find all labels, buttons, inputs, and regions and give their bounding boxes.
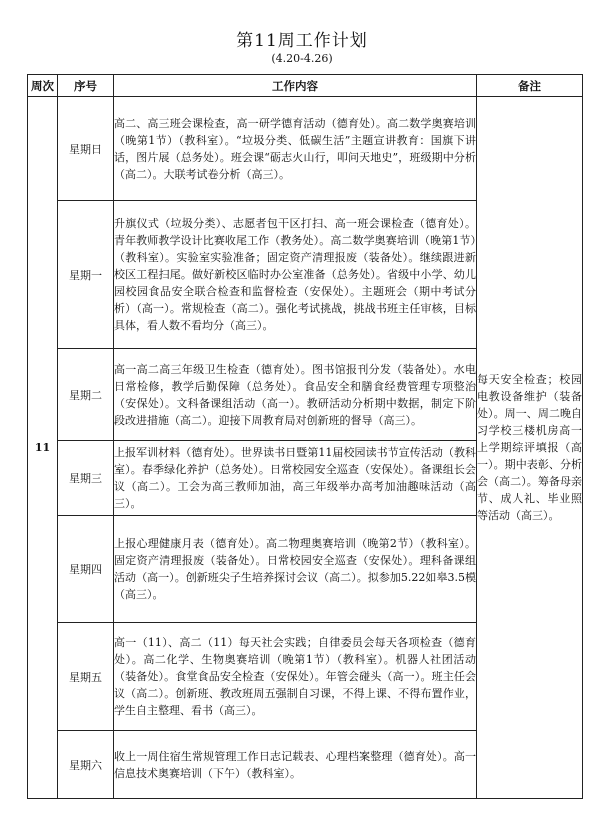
work-plan-table [27, 74, 583, 799]
day-content: 上报军训材料（德育处）。世界读书日暨第11届校园读书节宣传活动（教科室）。春季绿化养护（总务处）。日常校园安全巡查（安保处）。备课组长会议（高二）。工会为高三教师加油，高三年级举办高考加油趣味活动（高三）。 [114, 441, 477, 516]
header-week: 周次 [28, 75, 58, 97]
table-header-row [28, 75, 583, 97]
page-title: 第11周工作计划 [236, 31, 368, 51]
day-label: 星期二 [58, 349, 114, 441]
header-note: 备注 [477, 75, 583, 97]
date-range: (4.20-4.26) [271, 52, 333, 65]
day-label: 星期三 [58, 441, 114, 516]
day-content: 高二、高三班会课检查，高一研学德育活动（德育处）。高二数学奥赛培训（晚第1节）（教科室）。“垃圾分类、低碳生活”主题宣讲教育：国旗下讲话，图片展（总务处）。班会课“砺志火山行，叩问天地史”，班级期中分析（高二）。大联考试卷分析（高三）。 [114, 97, 477, 201]
header-content: 工作内容 [114, 75, 477, 97]
day-label: 星期日 [58, 97, 114, 201]
day-label: 星期四 [58, 516, 114, 623]
day-label: 星期六 [58, 731, 114, 799]
day-content: 收上一周住宿生常规管理工作日志记载表、心理档案整理（德育处）。高一信息技术奥赛培训（下午）（教科室）。 [114, 731, 477, 799]
day-content: 高一高二高三年级卫生检查（德育处）。图书馆报刊分发（装备处）。水电日常检修，教学后勤保障（总务处）。食品安全和膳食经费管理专项整治（安保处）。文科备课组活动（高一）。教研活动分析期中数据，制定下阶段改进措施（高二）。迎接下周教育局对创新班的督导（高三）。 [114, 349, 477, 441]
header-seq: 序号 [58, 75, 114, 97]
note-cell: 每天安全检查；校园电教设备维护（装备处）。周一、周二晚自习学校三楼机房高一上学期综评填报（高一）。期中表彰、分析会（高二）。筹备母亲节、成人礼、毕业照等活动（高三）。 [477, 97, 583, 799]
day-label: 星期五 [58, 623, 114, 731]
day-content: 高一（11）、高二（11）每天社会实践；自律委员会每天各项检查（德育处）。高二化学、生物奥赛培训（晚第1节）（教科室）。机器人社团活动（装备处）。食堂食品安全检查（安保处）。年管会碰头（高一）。班主任会议（高二）。创新班、教改班周五强制自习课，不得上课、不得布置作业，学生自主整理、看书（高三）。 [114, 623, 477, 731]
day-content: 上报心理健康月表（德育处）。高二物理奥赛培训（晚第2节）（教科室）。固定资产清理报废（装备处）。日常校园安全巡查（安保处）。理科备课组活动（高一）。创新班尖子生培养探讨会议（高二）。拟参加5.22如皋3.5模（高三）。 [114, 516, 477, 623]
day-content: 升旗仪式（垃圾分类）、志愿者包干区打扫、高一班会课检查（德育处）。青年教师教学设计比赛收尾工作（教务处）。高二数学奥赛培训（晚第1节）（教科室）。实验室实验准备；固定资产清理报废（装备处）。继续跟进新校区工程扫尾。做好新校区临时办公室准备（总务处）。省级中小学、幼儿园校园食品安全联合检查和监督检查（安保处）。主题班会（期中考试分析）（高一）。常规检查（高二）。强化考试挑战，挑战书班主任审核，目标具体，看人数不看均分（高三）。 [114, 201, 477, 349]
week-number: 11 [28, 97, 58, 799]
day-label: 星期一 [58, 201, 114, 349]
table-row [28, 97, 583, 201]
